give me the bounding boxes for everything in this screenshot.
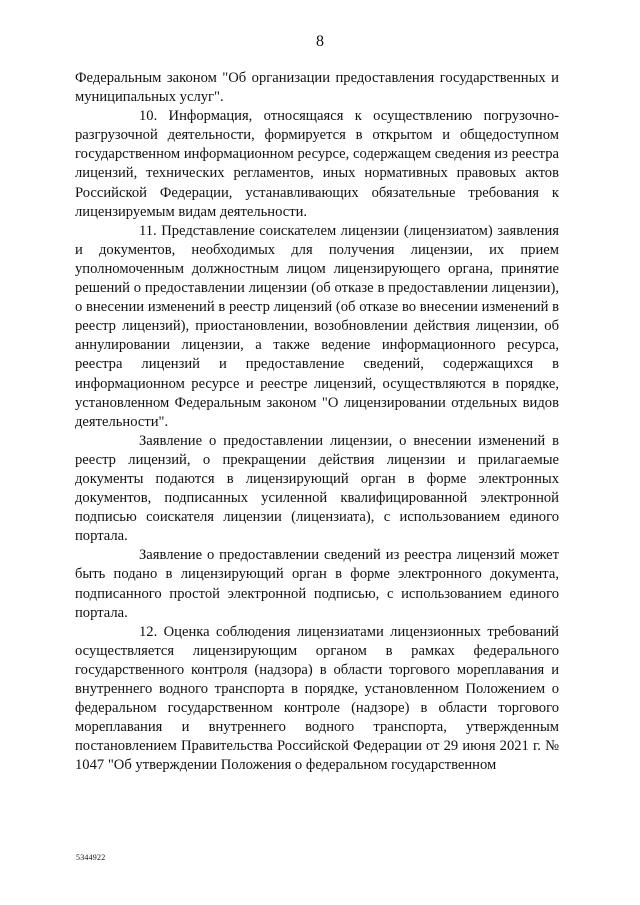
paragraph-license-application: Заявление о предоставлении лицензии, о внесении изменений в реестр лицензий, о прекращении действия лицензии и прилагаемые документы подаются в лицензирующий орган в форме электронных документов, подписанных усиленной квалифицированной электронной подписью соискателя лицензии (лицензиата), с использованием единого портала. — [75, 432, 559, 545]
paragraph-continuation: Федеральным законом "Об организации предоставления государственных и муниципальных услуг". — [75, 70, 559, 106]
document-body — [75, 69, 559, 775]
paragraph-item-10: 10. Информация, относящаяся к осуществлению погрузочно-разгрузочной деятельности, формируется в открытом и общедоступном государственном информационном ресурсе, содержащем сведения из реестра лицензий, технических регламентов, иных нормативных правовых актов Российской Федерации, устанавливающих обязательные требования к лицензируемым видам деятельности. — [75, 108, 559, 220]
paragraph-item-12: 12. Оценка соблюдения лицензиатами лицензионных требований осуществляется лицензирующим органом в рамках федерального государственного контроля (надзора) в области торгового мореплавания и внутреннего водного транспорта в порядке, установленном Положением о федеральном государственном контроле (надзоре) в области торгового мореплавания и внутреннего водного транспорта, утвержденным постановлением Правительства Российской Федерации от 29 июня 2021 г. № 1047 "Об утверждении Положения о федеральном государственном — [75, 623, 559, 774]
paragraph-item-11: 11. Представление соискателем лицензии (лицензиатом) заявления и документов, необходимых для получения лицензии, их прием уполномоченным должностным лицом лицензирующего органа, принятие решений о предоставлении лицензии (об отказе в предоставлении лицензии), о внесении изменений в реестр лицензий (об отказе во внесении изменений в реестр лицензий), приостановлении, возобновлении действия лицензии, об аннулировании лицензии, а также ведение информационного ресурса, реестра лицензий и предоставление сведений, содержащихся в информационном ресурсе и реестре лицензий, осуществляются в порядке, установленном Федеральным законом "О лицензировании отдельных видов деятельности". — [75, 222, 559, 430]
document-code: 5344922 — [76, 853, 106, 862]
paragraph-registry-request: Заявление о предоставлении сведений из реестра лицензий может быть подано в лицензирующий орган в форме электронного документа, подписанного простой электронной подписью, с использованием единого портала. — [75, 547, 559, 621]
page-number: 8 — [316, 33, 324, 50]
